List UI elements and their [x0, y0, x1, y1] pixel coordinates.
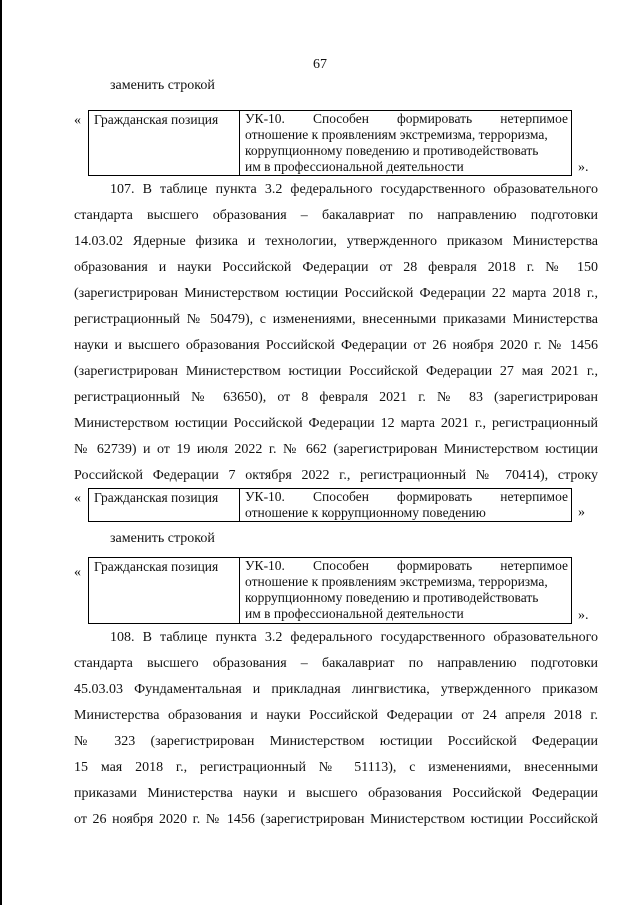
competency-description-cell [240, 488, 572, 522]
paragraph-line: Министерства образования и науки Российской Федерации от 24 апреля 2018 г. [74, 708, 598, 723]
page-edge [0, 0, 2, 905]
paragraph-line: образования и науки Российской Федерации от 28 февраля 2018 г. № 150 [74, 260, 598, 275]
paragraph-line: от 26 ноября 2020 г. № 1456 (зарегистрирован Министерством юстиции Российской [74, 812, 598, 827]
open-quote: « [74, 565, 81, 580]
paragraph-line: (зарегистрирован Министерством юстиции Российской Федерации 27 мая 2021 г., [74, 364, 598, 379]
paragraph-line: стандарта высшего образования – бакалавриат по направлению подготовки [74, 208, 598, 223]
description-line: коррупционному поведению и противодействовать [245, 143, 539, 158]
competency-description-cell [240, 110, 572, 176]
description-line: УК-10. Способен формировать нетерпимое [245, 558, 568, 573]
paragraph-line: регистрационный № 63650), от 8 февраля 2021 г. № 83 (зарегистрирован [74, 390, 598, 405]
paragraph-line: науки и высшего образования Российской Федерации от 26 ноября 2020 г. № 1456 [74, 338, 598, 353]
open-quote: « [74, 113, 81, 128]
competency-description-cell [240, 557, 572, 624]
paragraph-line: 45.03.03 Фундаментальная и прикладная лингвистика, утвержденного приказом [74, 682, 598, 697]
paragraph-line: 14.03.02 Ядерные физика и технологии, утвержденного приказом Министерства [74, 234, 598, 249]
close-quote: ». [578, 608, 589, 623]
replace-with-label: заменить строкой [110, 78, 215, 93]
paragraph-line: 108. В таблице пункта 3.2 федерального государственного образовательного [110, 630, 598, 645]
description-line: УК-10. Способен формировать нетерпимое [245, 111, 568, 126]
description-line: коррупционному поведению и противодействовать [245, 590, 539, 605]
competency-category-cell: Гражданская позиция [88, 488, 240, 522]
page-number: 67 [313, 57, 327, 72]
paragraph-line: № 62739) и от 19 июля 2022 г. № 662 (зарегистрирован Министерством юстиции [74, 442, 598, 457]
description-line: им в профессиональной деятельности [245, 159, 464, 174]
description-line: отношение к проявлениям экстремизма, терроризма, [245, 127, 548, 142]
description-line: УК-10. Способен формировать нетерпимое [245, 489, 568, 504]
paragraph-line: (зарегистрирован Министерством юстиции Российской Федерации 22 марта 2018 г., [74, 286, 598, 301]
description-line: отношение к проявлениям экстремизма, терроризма, [245, 574, 548, 589]
paragraph-line: 107. В таблице пункта 3.2 федерального государственного образовательного [110, 182, 598, 197]
competency-category-cell: Гражданская позиция [88, 557, 240, 624]
paragraph-line: № 323 (зарегистрирован Министерством юстиции Российской Федерации [74, 734, 598, 749]
paragraph-line: приказами Министерства науки и высшего образования Российской Федерации [74, 786, 598, 801]
close-quote: » [578, 505, 585, 520]
close-quote: ». [578, 160, 589, 175]
paragraph-line: Российской Федерации 7 октября 2022 г., регистрационный № 70414), строку [74, 468, 598, 483]
paragraph-line: 15 мая 2018 г., регистрационный № 51113), с изменениями, внесенными [74, 760, 598, 775]
open-quote: « [74, 491, 81, 506]
paragraph-line: стандарта высшего образования – бакалавриат по направлению подготовки [74, 656, 598, 671]
paragraph-line: Министерством юстиции Российской Федерации 12 марта 2021 г., регистрационный [74, 416, 598, 431]
competency-category-cell: Гражданская позиция [88, 110, 240, 176]
paragraph-line: регистрационный № 50479), с изменениями, внесенными приказами Министерства [74, 312, 598, 327]
replace-with-label: заменить строкой [110, 531, 215, 546]
description-line: отношение к коррупционному поведению [245, 505, 486, 520]
description-line: им в профессиональной деятельности [245, 606, 464, 621]
